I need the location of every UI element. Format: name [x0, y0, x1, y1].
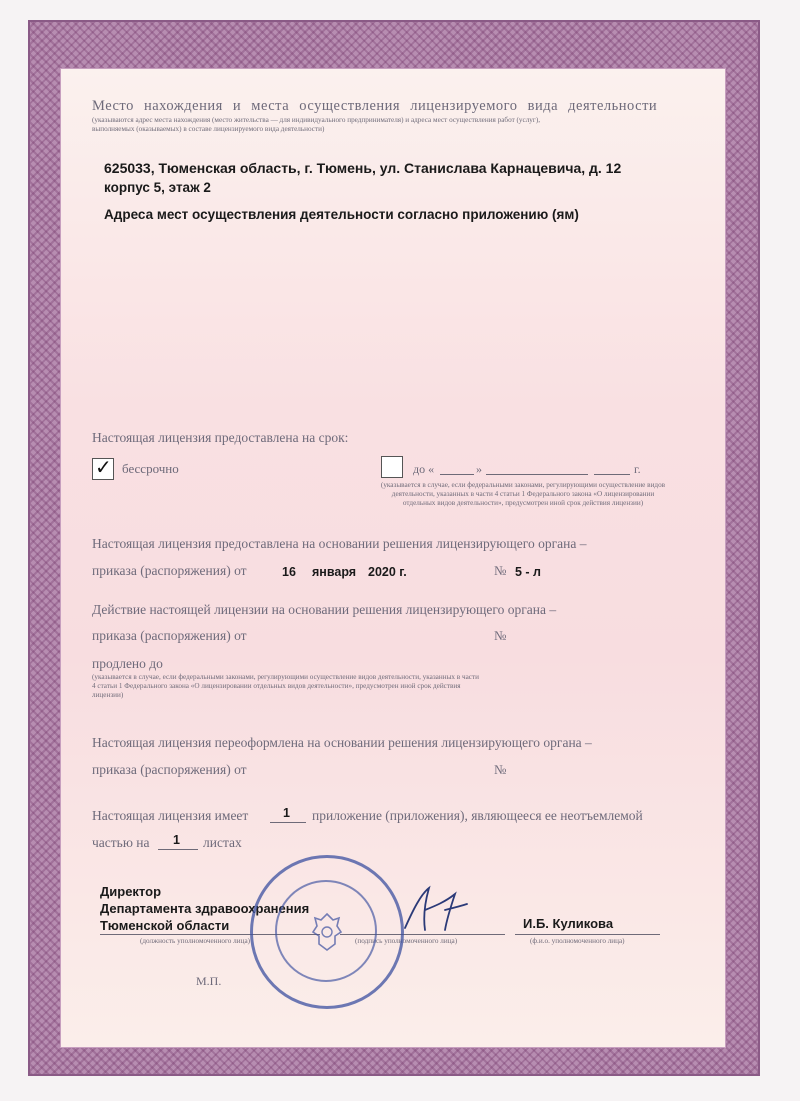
- address-line-1: 625033, Тюменская область, г. Тюмень, ул. Станислава Карнацевича, д. 12: [104, 160, 622, 176]
- handwritten-signature: [395, 880, 475, 940]
- until-suffix: г.: [634, 462, 641, 476]
- position-line-2: Департамента здравоохранения: [100, 901, 310, 916]
- attachments-line2-before: частью на: [92, 835, 150, 850]
- extended-until-label: продлено до: [92, 656, 163, 671]
- attachments-line1-after: приложение (приложения), являющееся ее неотъемлемой: [312, 808, 643, 823]
- basis-number-sign: №: [494, 563, 507, 578]
- until-mid: »: [476, 462, 482, 476]
- until-checkbox: [381, 456, 403, 478]
- until-label: до «: [413, 462, 435, 476]
- attachments-sheets: 1: [173, 833, 180, 847]
- basis-number: 5 - л: [515, 565, 542, 579]
- address-line-3: Адреса мест осуществления деятельности согласно приложению (ям): [104, 207, 579, 222]
- basis-heading: Настоящая лицензия предоставлена на основании решения лицензирующего органа –: [92, 536, 587, 551]
- caption-position: (должность уполномоченного лица): [140, 937, 251, 945]
- basis-month: января: [312, 565, 357, 579]
- basis-day: 16: [282, 565, 296, 579]
- address-line-2: корпус 5, этаж 2: [104, 180, 211, 195]
- basis-order-label: приказа (распоряжения) от: [92, 563, 247, 578]
- location-heading: Место нахождения и места осуществления лицензируемого вида деятельности: [92, 98, 658, 114]
- seal-label: М.П.: [196, 974, 222, 988]
- term-heading: Настоящая лицензия предоставлена на срок:: [92, 430, 349, 445]
- unlimited-label: бессрочно: [122, 461, 179, 476]
- checkmark-icon: ✓: [95, 455, 112, 479]
- basis-year: 2020 г.: [368, 565, 407, 579]
- attachments-count: 1: [283, 806, 290, 820]
- extension-order-label: приказа (распоряжения) от: [92, 628, 247, 643]
- location-note-1: (указываются адрес места нахождения (место жительства — для индивидуального предпринимателя) и адреса мест осуществления работ (услуг),: [92, 116, 541, 124]
- coat-of-arms-icon: [309, 912, 345, 952]
- position-line-1: Директор: [100, 884, 162, 899]
- caption-signature: (подпись уполномоченного лица): [355, 937, 458, 945]
- official-stamp: [250, 855, 404, 1009]
- location-note-2: выполняемых (оказываемых) в составе лицензируемого вида деятельности): [92, 125, 325, 133]
- attachments-line1-before: Настоящая лицензия имеет: [92, 808, 249, 823]
- signatory-name: И.Б. Куликова: [523, 916, 614, 931]
- extension-note: (указывается в случае, если федеральными законами, регулирующими осуществление видов деятельности, указанных в части 4 статьи 1 Федерального закона «О лицензировании отдельных видов деятельности», предусмотрен иной срок действия лицензии): [92, 673, 479, 699]
- extension-number-sign: №: [494, 628, 507, 643]
- reissue-order-label: приказа (распоряжения) от: [92, 762, 247, 777]
- caption-name: (ф.и.о. уполномоченного лица): [530, 937, 625, 945]
- position-line-3: Тюменской области: [100, 918, 230, 933]
- reissue-heading: Настоящая лицензия переоформлена на основании решения лицензирующего органа –: [92, 735, 592, 750]
- reissue-number-sign: №: [494, 762, 507, 777]
- until-note: (указывается в случае, если федеральными законами, регулирующими осуществление видов деятельности, указанных в части 4 статьи 1 Федерального закона «О лицензировании отдельных видов деятельности», предусмотрен иной срок действия лицензии): [380, 481, 666, 507]
- attachments-line2-after: листах: [203, 835, 242, 850]
- extension-heading: Действие настоящей лицензии на основании решения лицензирующего органа –: [92, 602, 557, 617]
- stamp-inner-ring: [275, 880, 377, 982]
